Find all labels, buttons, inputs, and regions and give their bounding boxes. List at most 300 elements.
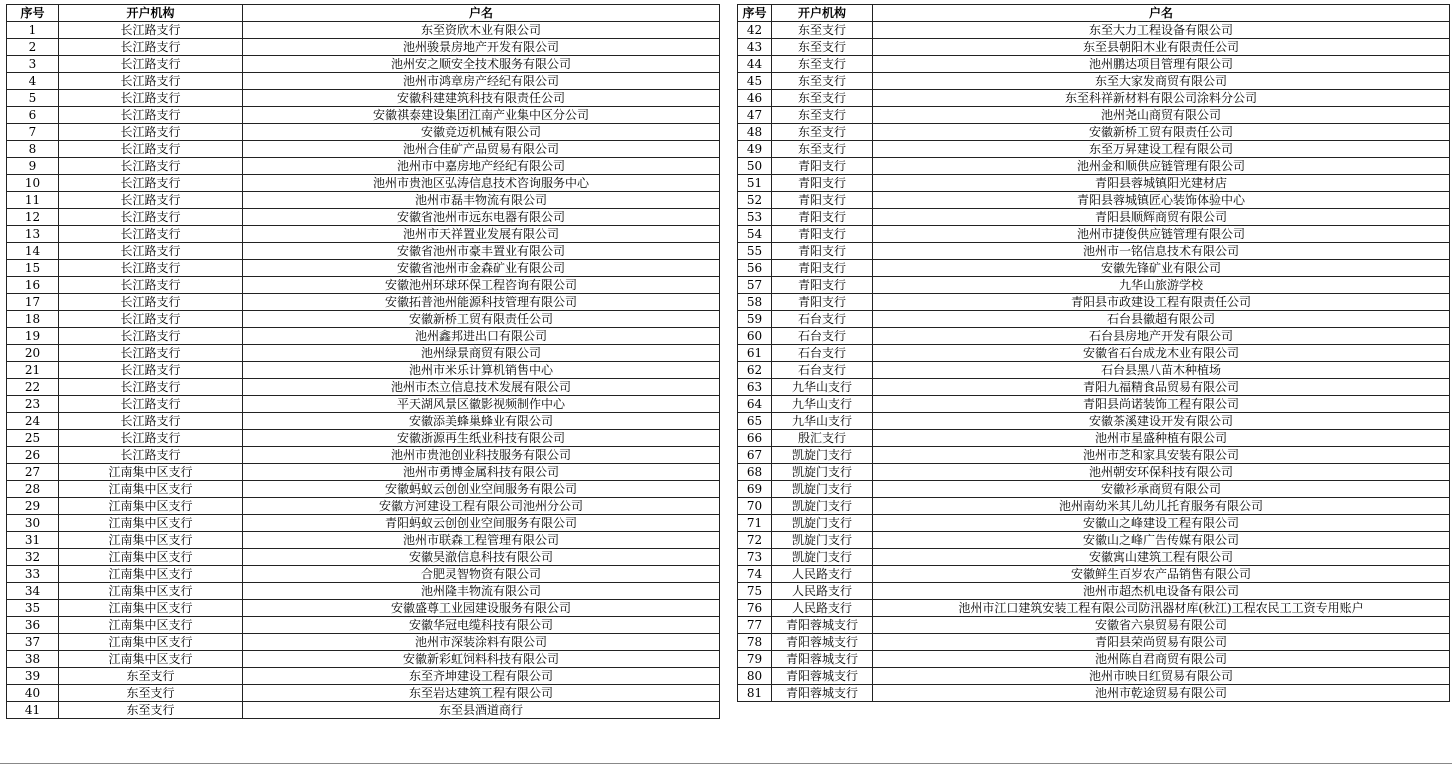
- table-row: [738, 277, 1450, 294]
- cell-org: 青阳支行: [772, 277, 873, 294]
- table-row: [738, 260, 1450, 277]
- cell-org: 东至支行: [772, 90, 873, 107]
- cell-name: 青阳县荣尚贸易有限公司: [873, 634, 1450, 651]
- cell-org: 江南集中区支行: [59, 651, 243, 668]
- cell-name: 东至岩达建筑工程有限公司: [243, 685, 720, 702]
- cell-org: 凯旋门支行: [772, 464, 873, 481]
- cell-name: 九华山旅游学校: [873, 277, 1450, 294]
- cell-name: 安徽省六泉贸易有限公司: [873, 617, 1450, 634]
- cell-name: 安徽寓山建筑工程有限公司: [873, 549, 1450, 566]
- cell-seq: 74: [738, 566, 772, 583]
- cell-seq: 64: [738, 396, 772, 413]
- table-row: [7, 158, 720, 175]
- cell-name: 安徽山之峰建设工程有限公司: [873, 515, 1450, 532]
- cell-name: 东至资欣木业有限公司: [243, 22, 720, 39]
- cell-org: 东至支行: [772, 141, 873, 158]
- table-row: [738, 498, 1450, 515]
- cell-name: 青阳蚂蚁云创创业空间服务有限公司: [243, 515, 720, 532]
- header-org: 开户机构: [59, 5, 243, 22]
- cell-name: 平天湖风景区徽影视频制作中心: [243, 396, 720, 413]
- cell-seq: 57: [738, 277, 772, 294]
- cell-org: 人民路支行: [772, 600, 873, 617]
- table-row: [7, 362, 720, 379]
- cell-seq: 73: [738, 549, 772, 566]
- cell-name: 安徽科建建筑科技有限责任公司: [243, 90, 720, 107]
- cell-seq: 77: [738, 617, 772, 634]
- cell-name: 东至大家发商贸有限公司: [873, 73, 1450, 90]
- cell-org: 江南集中区支行: [59, 634, 243, 651]
- cell-seq: 54: [738, 226, 772, 243]
- cell-name: 池州隆丰物流有限公司: [243, 583, 720, 600]
- cell-seq: 42: [738, 22, 772, 39]
- cell-name: 安徽先锋矿业有限公司: [873, 260, 1450, 277]
- table-row: [738, 124, 1450, 141]
- cell-org: 长江路支行: [59, 260, 243, 277]
- cell-seq: 33: [7, 566, 59, 583]
- table-row: [738, 396, 1450, 413]
- table-row: [738, 583, 1450, 600]
- cell-org: 长江路支行: [59, 396, 243, 413]
- cell-name: 东至万昇建设工程有限公司: [873, 141, 1450, 158]
- cell-org: 青阳支行: [772, 192, 873, 209]
- table-header-row: [738, 5, 1450, 22]
- cell-org: 长江路支行: [59, 345, 243, 362]
- cell-seq: 81: [738, 685, 772, 702]
- cell-org: 江南集中区支行: [59, 600, 243, 617]
- cell-name: 池州安之顺安全技术服务有限公司: [243, 56, 720, 73]
- cell-name: 池州市米乐计算机销售中心: [243, 362, 720, 379]
- cell-seq: 28: [7, 481, 59, 498]
- cell-org: 长江路支行: [59, 22, 243, 39]
- cell-seq: 50: [738, 158, 772, 175]
- cell-seq: 22: [7, 379, 59, 396]
- table-row: [7, 481, 720, 498]
- cell-org: 东至支行: [772, 73, 873, 90]
- cell-seq: 9: [7, 158, 59, 175]
- table-row: [738, 107, 1450, 124]
- cell-name: 安徽拓普池州能源科技管理有限公司: [243, 294, 720, 311]
- table-row: [738, 243, 1450, 260]
- cell-seq: 69: [738, 481, 772, 498]
- table-row: [7, 260, 720, 277]
- cell-name: 石台县徽超有限公司: [873, 311, 1450, 328]
- cell-org: 长江路支行: [59, 328, 243, 345]
- cell-org: 江南集中区支行: [59, 549, 243, 566]
- cell-name: 安徽鲜生百岁农产品销售有限公司: [873, 566, 1450, 583]
- cell-seq: 66: [738, 430, 772, 447]
- cell-name: 安徽省池州市豪丰置业有限公司: [243, 243, 720, 260]
- table-row: [738, 328, 1450, 345]
- cell-org: 青阳支行: [772, 294, 873, 311]
- table-row: [738, 158, 1450, 175]
- cell-name: 合肥灵智物资有限公司: [243, 566, 720, 583]
- cell-org: 长江路支行: [59, 413, 243, 430]
- cell-org: 凯旋门支行: [772, 515, 873, 532]
- header-seq: 序号: [7, 5, 59, 22]
- cell-seq: 43: [738, 39, 772, 56]
- cell-org: 东至支行: [59, 668, 243, 685]
- table-row: [7, 141, 720, 158]
- cell-org: 长江路支行: [59, 277, 243, 294]
- cell-name: 池州市磊丰物流有限公司: [243, 192, 720, 209]
- table-row: [7, 90, 720, 107]
- cell-seq: 17: [7, 294, 59, 311]
- cell-seq: 80: [738, 668, 772, 685]
- cell-org: 长江路支行: [59, 294, 243, 311]
- cell-seq: 8: [7, 141, 59, 158]
- cell-name: 安徽华冠电缆科技有限公司: [243, 617, 720, 634]
- cell-org: 长江路支行: [59, 107, 243, 124]
- cell-seq: 24: [7, 413, 59, 430]
- cell-name: 池州市贵池创业科技服务有限公司: [243, 447, 720, 464]
- cell-org: 长江路支行: [59, 226, 243, 243]
- cell-name: 安徽添美蜂巢蜂业有限公司: [243, 413, 720, 430]
- cell-name: 青阳县蓉城镇匠心装饰体验中心: [873, 192, 1450, 209]
- table-row: [738, 192, 1450, 209]
- cell-seq: 39: [7, 668, 59, 685]
- cell-name: 池州市乾途贸易有限公司: [873, 685, 1450, 702]
- table-row: [738, 549, 1450, 566]
- cell-org: 青阳支行: [772, 209, 873, 226]
- table-row: [738, 600, 1450, 617]
- table-row: [7, 311, 720, 328]
- cell-seq: 6: [7, 107, 59, 124]
- cell-org: 东至支行: [772, 56, 873, 73]
- table-row: [7, 532, 720, 549]
- table-row: [738, 430, 1450, 447]
- cell-org: 人民路支行: [772, 583, 873, 600]
- cell-org: 凯旋门支行: [772, 532, 873, 549]
- cell-name: 池州市联森工程管理有限公司: [243, 532, 720, 549]
- table-row: [738, 651, 1450, 668]
- table-row: [738, 73, 1450, 90]
- cell-name: 安徽池州环球环保工程咨询有限公司: [243, 277, 720, 294]
- table-row: [7, 107, 720, 124]
- table-row: [738, 464, 1450, 481]
- cell-seq: 11: [7, 192, 59, 209]
- table-row: [7, 413, 720, 430]
- table-row: [738, 532, 1450, 549]
- cell-org: 青阳支行: [772, 243, 873, 260]
- cell-org: 长江路支行: [59, 362, 243, 379]
- cell-seq: 65: [738, 413, 772, 430]
- cell-seq: 44: [738, 56, 772, 73]
- cell-org: 江南集中区支行: [59, 566, 243, 583]
- cell-seq: 51: [738, 175, 772, 192]
- table-row: [7, 73, 720, 90]
- cell-seq: 56: [738, 260, 772, 277]
- header-seq: 序号: [738, 5, 772, 22]
- cell-name: 东至县朝阳木业有限责任公司: [873, 39, 1450, 56]
- cell-seq: 13: [7, 226, 59, 243]
- table-row: [7, 175, 720, 192]
- cell-name: 池州合佳矿产品贸易有限公司: [243, 141, 720, 158]
- cell-name: 安徽祺泰建设集团江南产业集中区分公司: [243, 107, 720, 124]
- cell-name: 池州陈自君商贸有限公司: [873, 651, 1450, 668]
- table-row: [738, 226, 1450, 243]
- cell-seq: 37: [7, 634, 59, 651]
- table-row: [7, 430, 720, 447]
- cell-name: 池州市贵池区弘涛信息技术咨询服务中心: [243, 175, 720, 192]
- table-row: [7, 617, 720, 634]
- cell-seq: 36: [7, 617, 59, 634]
- cell-org: 九华山支行: [772, 379, 873, 396]
- cell-seq: 45: [738, 73, 772, 90]
- table-row: [7, 277, 720, 294]
- cell-org: 长江路支行: [59, 430, 243, 447]
- cell-org: 东至支行: [59, 702, 243, 719]
- header-org: 开户机构: [772, 5, 873, 22]
- table-row: [7, 651, 720, 668]
- cell-seq: 62: [738, 362, 772, 379]
- cell-seq: 38: [7, 651, 59, 668]
- cell-name: 安徽山之峰广告传媒有限公司: [873, 532, 1450, 549]
- table-row: [738, 617, 1450, 634]
- cell-name: 安徽省池州市金森矿业有限公司: [243, 260, 720, 277]
- cell-seq: 47: [738, 107, 772, 124]
- cell-seq: 10: [7, 175, 59, 192]
- cell-name: 池州市映日红贸易有限公司: [873, 668, 1450, 685]
- cell-seq: 41: [7, 702, 59, 719]
- table-row: [7, 566, 720, 583]
- cell-seq: 35: [7, 600, 59, 617]
- cell-seq: 63: [738, 379, 772, 396]
- cell-name: 池州市星盛种植有限公司: [873, 430, 1450, 447]
- cell-seq: 49: [738, 141, 772, 158]
- table-row: [738, 566, 1450, 583]
- cell-name: 池州市天祥置业发展有限公司: [243, 226, 720, 243]
- cell-name: 安徽新桥工贸有限责任公司: [243, 311, 720, 328]
- cell-org: 长江路支行: [59, 311, 243, 328]
- cell-seq: 4: [7, 73, 59, 90]
- cell-org: 青阳支行: [772, 260, 873, 277]
- cell-org: 江南集中区支行: [59, 617, 243, 634]
- cell-seq: 58: [738, 294, 772, 311]
- cell-name: 东至大力工程设备有限公司: [873, 22, 1450, 39]
- account-table-left: [6, 4, 720, 719]
- cell-seq: 76: [738, 600, 772, 617]
- cell-seq: 3: [7, 56, 59, 73]
- cell-name: 池州金和顺供应链管理有限公司: [873, 158, 1450, 175]
- cell-org: 长江路支行: [59, 73, 243, 90]
- cell-seq: 26: [7, 447, 59, 464]
- cell-org: 青阳支行: [772, 158, 873, 175]
- table-row: [7, 22, 720, 39]
- cell-seq: 61: [738, 345, 772, 362]
- cell-seq: 34: [7, 583, 59, 600]
- cell-name: 池州市杰立信息技术发展有限公司: [243, 379, 720, 396]
- table-row: [7, 226, 720, 243]
- cell-name: 池州市中嘉房地产经纪有限公司: [243, 158, 720, 175]
- cell-org: 长江路支行: [59, 209, 243, 226]
- cell-seq: 75: [738, 583, 772, 600]
- cell-org: 东至支行: [772, 107, 873, 124]
- table-row: [7, 447, 720, 464]
- cell-org: 青阳蓉城支行: [772, 668, 873, 685]
- cell-seq: 67: [738, 447, 772, 464]
- cell-name: 安徽新彩虹饲料科技有限公司: [243, 651, 720, 668]
- cell-seq: 68: [738, 464, 772, 481]
- cell-name: 池州尧山商贸有限公司: [873, 107, 1450, 124]
- cell-seq: 25: [7, 430, 59, 447]
- cell-name: 石台县房地产开发有限公司: [873, 328, 1450, 345]
- table-row: [7, 345, 720, 362]
- cell-seq: 7: [7, 124, 59, 141]
- table-row: [7, 515, 720, 532]
- cell-org: 九华山支行: [772, 396, 873, 413]
- cell-org: 长江路支行: [59, 90, 243, 107]
- cell-name: 池州市捷俊供应链管理有限公司: [873, 226, 1450, 243]
- cell-seq: 79: [738, 651, 772, 668]
- table-row: [7, 192, 720, 209]
- table-row: [738, 685, 1450, 702]
- cell-org: 江南集中区支行: [59, 583, 243, 600]
- table-row: [7, 702, 720, 719]
- cell-seq: 30: [7, 515, 59, 532]
- cell-name: 池州市芝和家具安装有限公司: [873, 447, 1450, 464]
- table-row: [7, 124, 720, 141]
- cell-org: 青阳蓉城支行: [772, 685, 873, 702]
- cell-org: 东至支行: [59, 685, 243, 702]
- cell-seq: 16: [7, 277, 59, 294]
- cell-org: 石台支行: [772, 328, 873, 345]
- cell-seq: 72: [738, 532, 772, 549]
- table-row: [7, 634, 720, 651]
- table-row: [738, 379, 1450, 396]
- header-name: 户名: [873, 5, 1450, 22]
- table-row: [7, 583, 720, 600]
- cell-name: 青阳县蓉城镇阳光建材店: [873, 175, 1450, 192]
- cell-org: 石台支行: [772, 345, 873, 362]
- table-row: [738, 141, 1450, 158]
- cell-seq: 2: [7, 39, 59, 56]
- cell-name: 安徽方河建设工程有限公司池州分公司: [243, 498, 720, 515]
- cell-org: 长江路支行: [59, 243, 243, 260]
- cell-org: 长江路支行: [59, 141, 243, 158]
- cell-seq: 59: [738, 311, 772, 328]
- cell-org: 江南集中区支行: [59, 464, 243, 481]
- cell-seq: 55: [738, 243, 772, 260]
- cell-seq: 12: [7, 209, 59, 226]
- table-row: [738, 90, 1450, 107]
- cell-name: 青阳九福精食品贸易有限公司: [873, 379, 1450, 396]
- cell-org: 凯旋门支行: [772, 549, 873, 566]
- cell-name: 石台县黑八苗木种植场: [873, 362, 1450, 379]
- cell-org: 青阳蓉城支行: [772, 651, 873, 668]
- cell-name: 东至齐坤建设工程有限公司: [243, 668, 720, 685]
- cell-org: 长江路支行: [59, 447, 243, 464]
- cell-seq: 48: [738, 124, 772, 141]
- cell-org: 长江路支行: [59, 379, 243, 396]
- cell-seq: 18: [7, 311, 59, 328]
- account-table-right: [737, 4, 1450, 702]
- cell-seq: 60: [738, 328, 772, 345]
- table-row: [738, 515, 1450, 532]
- cell-seq: 53: [738, 209, 772, 226]
- cell-name: 安徽衫承商贸有限公司: [873, 481, 1450, 498]
- cell-name: 安徽竞迈机械有限公司: [243, 124, 720, 141]
- table-row: [7, 498, 720, 515]
- table-row: [7, 464, 720, 481]
- header-name: 户名: [243, 5, 720, 22]
- table-header-row: [7, 5, 720, 22]
- table-row: [738, 209, 1450, 226]
- table-row: [7, 39, 720, 56]
- cell-name: 安徽浙源再生纸业科技有限公司: [243, 430, 720, 447]
- cell-org: 石台支行: [772, 362, 873, 379]
- cell-seq: 71: [738, 515, 772, 532]
- cell-name: 池州绿景商贸有限公司: [243, 345, 720, 362]
- table-row: [738, 481, 1450, 498]
- cell-org: 东至支行: [772, 22, 873, 39]
- cell-name: 安徽省石台成龙木业有限公司: [873, 345, 1450, 362]
- cell-org: 江南集中区支行: [59, 498, 243, 515]
- table-row: [738, 56, 1450, 73]
- cell-name: 安徽盛尊工业园建设服务有限公司: [243, 600, 720, 617]
- cell-name: 青阳县尚诺装饰工程有限公司: [873, 396, 1450, 413]
- cell-org: 青阳支行: [772, 175, 873, 192]
- cell-seq: 52: [738, 192, 772, 209]
- table-row: [7, 56, 720, 73]
- cell-org: 江南集中区支行: [59, 481, 243, 498]
- table-row: [7, 209, 720, 226]
- cell-seq: 27: [7, 464, 59, 481]
- cell-seq: 46: [738, 90, 772, 107]
- cell-seq: 19: [7, 328, 59, 345]
- cell-name: 池州市一铭信息技术有限公司: [873, 243, 1450, 260]
- cell-org: 石台支行: [772, 311, 873, 328]
- cell-seq: 1: [7, 22, 59, 39]
- cell-name: 东至科祥新材料有限公司涂料分公司: [873, 90, 1450, 107]
- table-row: [738, 39, 1450, 56]
- cell-org: 长江路支行: [59, 56, 243, 73]
- cell-name: 安徽省池州市远东电器有限公司: [243, 209, 720, 226]
- cell-seq: 5: [7, 90, 59, 107]
- cell-name: 安徽蚂蚁云创创业空间服务有限公司: [243, 481, 720, 498]
- cell-seq: 40: [7, 685, 59, 702]
- table-row: [7, 243, 720, 260]
- cell-org: 九华山支行: [772, 413, 873, 430]
- table-row: [738, 362, 1450, 379]
- table-row: [738, 311, 1450, 328]
- cell-org: 青阳蓉城支行: [772, 617, 873, 634]
- cell-seq: 15: [7, 260, 59, 277]
- cell-org: 殷汇支行: [772, 430, 873, 447]
- cell-seq: 78: [738, 634, 772, 651]
- cell-org: 长江路支行: [59, 158, 243, 175]
- cell-seq: 29: [7, 498, 59, 515]
- table-row: [7, 685, 720, 702]
- cell-seq: 23: [7, 396, 59, 413]
- cell-name: 东至县酒道商行: [243, 702, 720, 719]
- cell-org: 长江路支行: [59, 175, 243, 192]
- cell-seq: 31: [7, 532, 59, 549]
- cell-org: 长江路支行: [59, 124, 243, 141]
- table-row: [7, 600, 720, 617]
- cell-org: 凯旋门支行: [772, 481, 873, 498]
- cell-seq: 20: [7, 345, 59, 362]
- table-row: [738, 668, 1450, 685]
- cell-name: 池州骏景房地产开发有限公司: [243, 39, 720, 56]
- table-row: [7, 328, 720, 345]
- cell-name: 池州市勇博金属科技有限公司: [243, 464, 720, 481]
- table-row: [7, 379, 720, 396]
- table-row: [738, 345, 1450, 362]
- table-row: [7, 396, 720, 413]
- table-row: [738, 294, 1450, 311]
- table-row: [738, 413, 1450, 430]
- cell-name: 池州市江口建筑安装工程有限公司防汛器材库(秋江)工程农民工工资专用账户: [873, 600, 1450, 617]
